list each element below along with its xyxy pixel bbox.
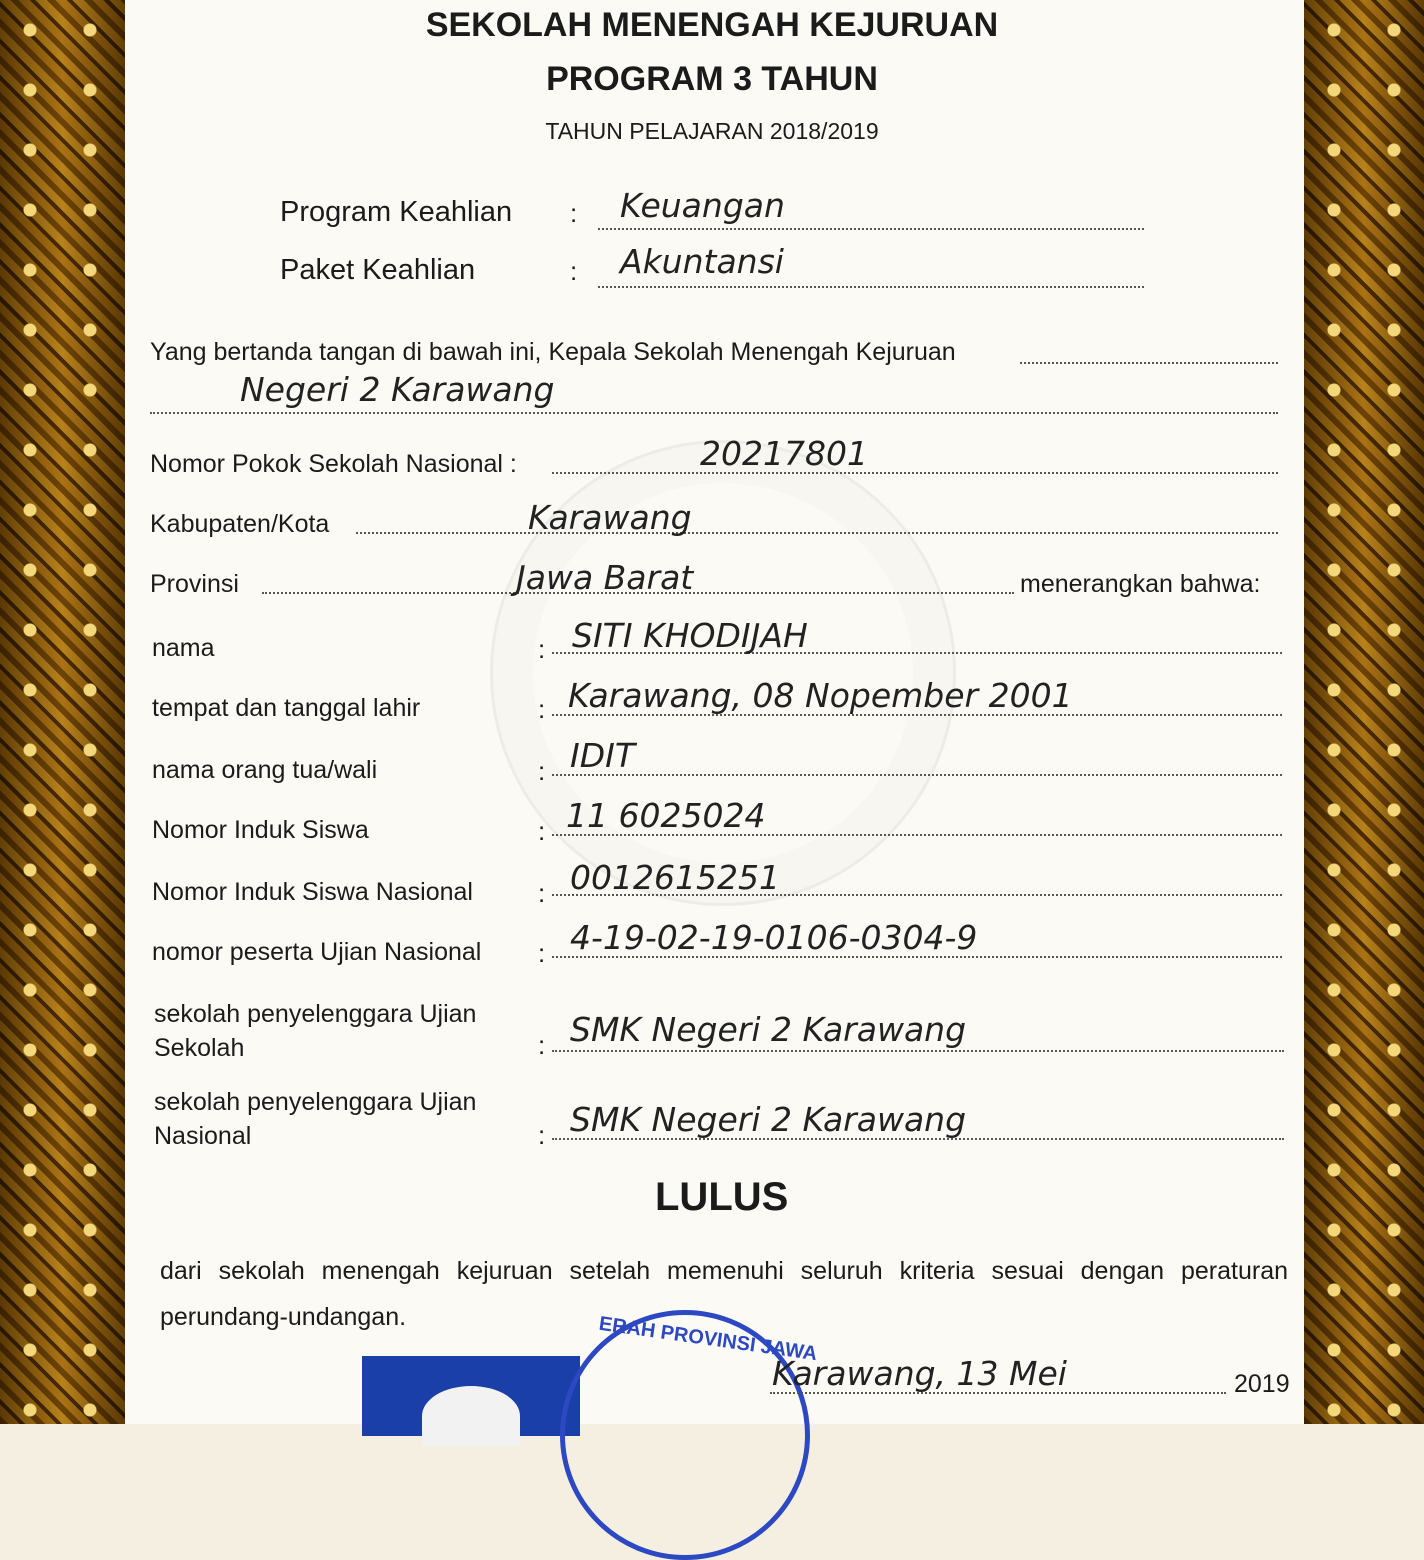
program-dotted-line <box>598 228 1144 230</box>
intro-dotted-line <box>1020 362 1278 364</box>
paket-keahlian-value: Akuntansi <box>620 242 784 281</box>
npsn-label: Nomor Pokok Sekolah Nasional : <box>150 450 517 478</box>
header-title: SEKOLAH MENENGAH KEJURUAN <box>425 6 999 44</box>
colon-nama: : <box>538 634 546 664</box>
field-value-ortu: IDIT <box>570 736 636 775</box>
dotted-line-ortu <box>552 774 1282 776</box>
menerangkan-text: menerangkan bahwa: <box>1020 570 1261 598</box>
program-keahlian-value: Keuangan <box>620 186 785 225</box>
header-program: PROGRAM 3 TAHUN <box>546 60 878 98</box>
signature-year: 2019 <box>1234 1370 1290 1398</box>
field-label-nama: nama <box>152 634 215 662</box>
kabupaten-value: Karawang <box>528 498 692 537</box>
us-value: SMK Negeri 2 Karawang <box>570 1010 967 1049</box>
paket-keahlian-label: Paket Keahlian <box>280 254 476 286</box>
field-label-ujian-nasional: nomor peserta Ujian Nasional <box>152 938 482 966</box>
kabupaten-label: Kabupaten/Kota <box>150 510 330 538</box>
signature-place-date: Karawang, 13 Mei <box>772 1354 1067 1393</box>
colon-un: : <box>538 1120 546 1150</box>
program-keahlian-label: Program Keahlian <box>280 196 513 228</box>
lulus-status: LULUS <box>655 1175 789 1219</box>
logo-emblem <box>422 1386 520 1446</box>
us-label-line1: sekolah penyelenggara Ujian <box>154 1000 477 1028</box>
colon-us: : <box>538 1030 546 1060</box>
un-value: SMK Negeri 2 Karawang <box>570 1100 967 1139</box>
npsn-dotted-line <box>552 472 1278 474</box>
colon-nisn: : <box>538 878 546 908</box>
stamp-text: ERAH PROVINSI JAWA <box>597 1312 819 1366</box>
colon-ortu: : <box>538 756 546 786</box>
paket-dotted-line <box>598 286 1144 288</box>
provinsi-value: Jawa Barat <box>516 558 694 597</box>
field-label-ttl: tempat dan tanggal lahir <box>152 694 421 722</box>
paket-colon: : <box>570 256 578 286</box>
npsn-value: 20217801 <box>700 434 868 473</box>
school-dotted-line <box>150 412 1278 414</box>
colon-ttl: : <box>538 694 546 724</box>
field-value-nisn: 0012615251 <box>570 858 780 897</box>
field-value-ujian-nasional: 4-19-02-19-0106-0304-9 <box>570 918 978 957</box>
colon-ujian-nasional: : <box>538 938 546 968</box>
school-logo <box>362 1356 580 1436</box>
field-label-ortu: nama orang tua/wali <box>152 756 378 784</box>
field-value-ttl: Karawang, 08 Nopember 2001 <box>568 676 1073 715</box>
school-name-value: Negeri 2 Karawang <box>240 370 555 409</box>
program-colon: : <box>570 198 578 228</box>
header-year: TAHUN PELAJARAN 2018/2019 <box>545 118 879 144</box>
statement-intro: Yang bertanda tangan di bawah ini, Kepala Sekolah Menengah Kejuruan <box>150 338 956 366</box>
ornamental-border-right <box>1304 0 1424 1424</box>
ornamental-border-left <box>0 0 125 1424</box>
field-label-nisn: Nomor Induk Siswa Nasional <box>152 878 473 906</box>
field-value-nis: 11 6025024 <box>566 796 766 835</box>
colon-nis: : <box>538 816 546 846</box>
dotted-line-us <box>552 1050 1284 1052</box>
un-label-line2: Nasional <box>154 1122 252 1150</box>
field-value-nama: SITI KHODIJAH <box>572 616 808 655</box>
kabupaten-dotted-line <box>356 532 1278 534</box>
field-label-nis: Nomor Induk Siswa <box>152 816 369 844</box>
provinsi-label: Provinsi <box>150 570 239 598</box>
result-paragraph: dari sekolah menengah kejuruan setelah memenuhi seluruh kriteria sesuai dengan peraturan perundang-undangan. <box>160 1257 1288 1331</box>
us-label-line2: Sekolah <box>154 1034 245 1062</box>
un-label-line1: sekolah penyelenggara Ujian <box>154 1088 477 1116</box>
